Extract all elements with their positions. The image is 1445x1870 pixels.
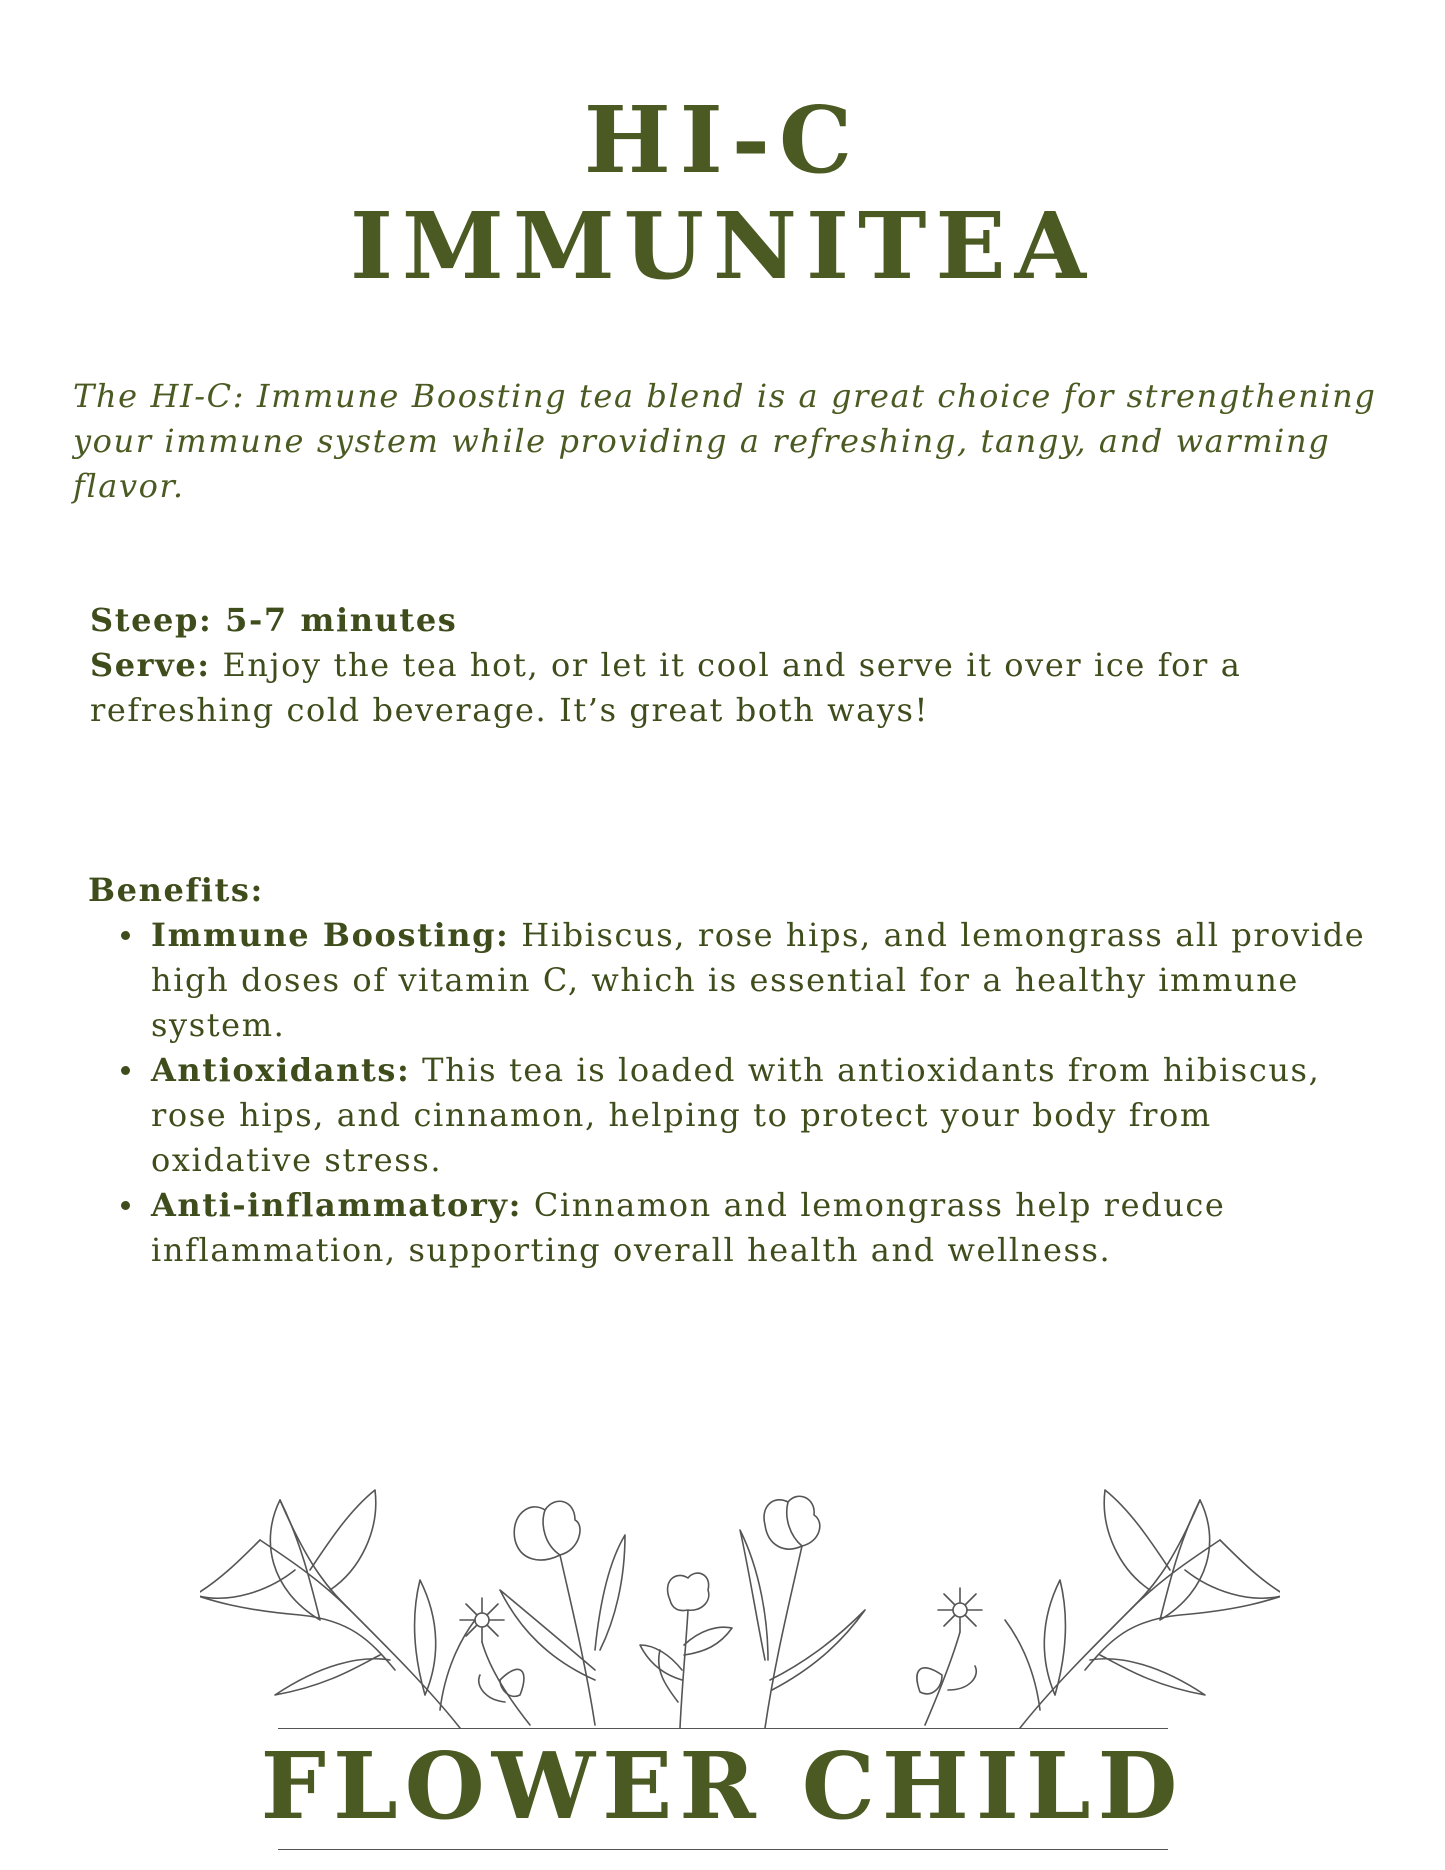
benefits-heading: Benefits: (88, 871, 264, 909)
daisy-flower-icon (917, 1588, 982, 1725)
brewing-instructions (90, 598, 1390, 733)
benefit-label: Immune Boosting: (151, 916, 510, 954)
title-line-2: IMMUNITEA (349, 192, 1096, 300)
serve-paragraph (90, 643, 1390, 733)
botanical-line-art-icon (200, 1470, 1280, 1760)
benefit-label: Antioxidants: (151, 1051, 411, 1089)
benefit-text: Hibiscus, rose hips, and lemongrass all provide high doses of vitamin C, which is essential for a healthy immune system. (151, 916, 1366, 1044)
bullet-icon (121, 931, 130, 940)
tulip-flower-icon (640, 1573, 732, 1728)
brand-bottom-rule (278, 1849, 1168, 1850)
steep-time: Steep: 5-7 minutes (90, 601, 458, 639)
benefit-item-anti-inflammatory (151, 1183, 1388, 1273)
serve-text: Enjoy the tea hot, or let it cool and serve it over ice for a refreshing cold beverage. It’s great both ways! (90, 646, 1242, 729)
benefit-text: This tea is loaded with antioxidants from hibiscus, rose hips, and cinnamon, helping to protect your body from oxidative stress. (151, 1051, 1321, 1179)
benefit-item-antioxidants (151, 1048, 1388, 1183)
serve-label: Serve: (90, 646, 211, 684)
benefits-section (88, 868, 1388, 1273)
tulip-flower-icon (740, 1496, 865, 1728)
benefit-label: Anti-inflammatory: (151, 1186, 523, 1224)
benefits-list (88, 913, 1388, 1273)
brand-name: FLOWER CHILD (260, 1732, 1185, 1840)
left-branch-icon (200, 1490, 475, 1728)
bullet-icon (121, 1066, 130, 1075)
intro-description: The HI-C: Immune Boosting tea blend is a great choice for strengthening your immune system while providing a refreshing, tangy, and warming flavor. (73, 377, 1377, 505)
daisy-flower-icon (460, 1598, 530, 1725)
title-line-1: HI-C (583, 86, 862, 194)
right-branch-icon (1005, 1490, 1280, 1728)
tulip-flower-icon (500, 1501, 625, 1725)
bullet-icon (121, 1201, 130, 1210)
benefit-item-immune-boosting (151, 913, 1388, 1048)
brand-top-rule (278, 1728, 1168, 1729)
benefit-text: Cinnamon and lemongrass help reduce inflammation, supporting overall health and wellness. (151, 1186, 1226, 1269)
